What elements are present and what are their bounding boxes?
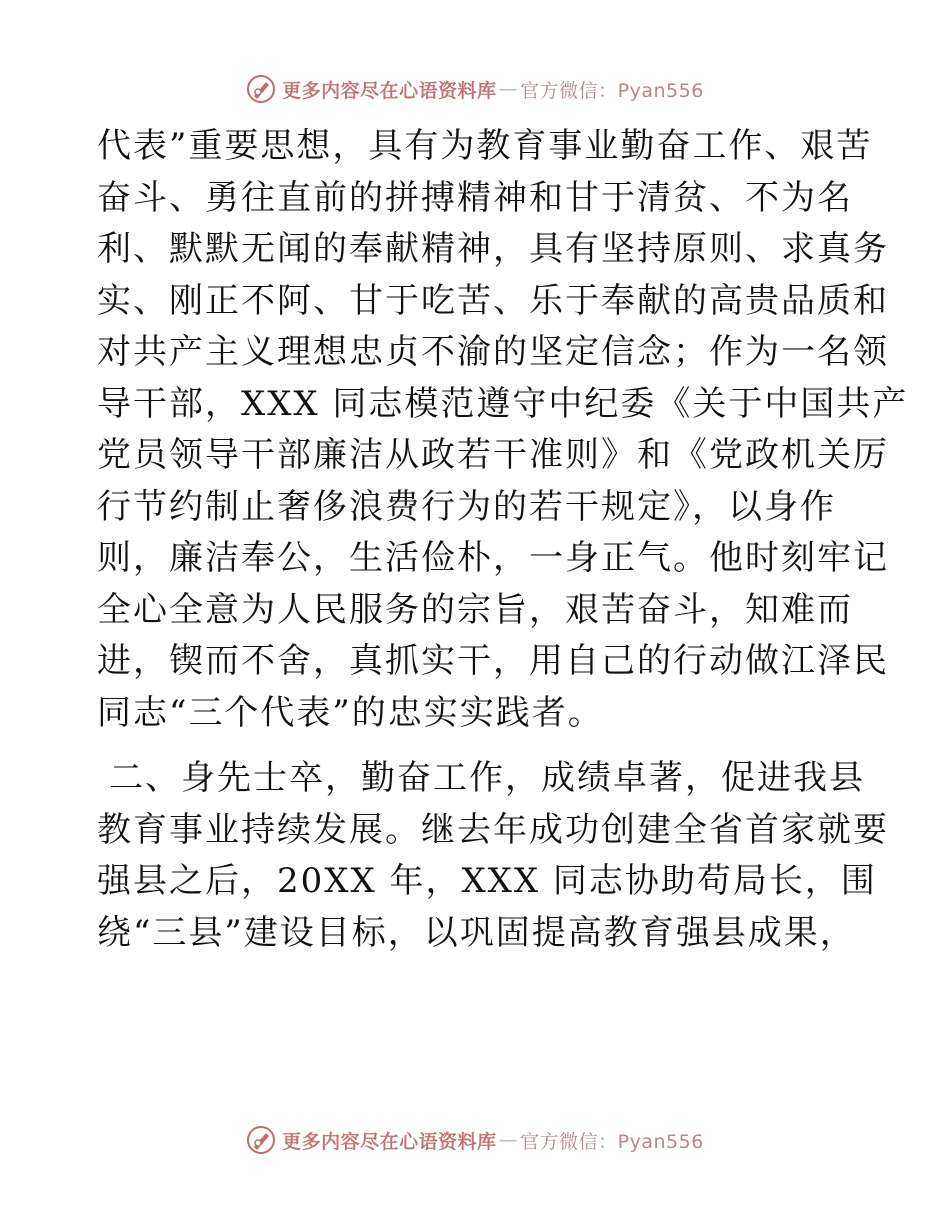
text-line: 二、身先士卒，勤奋工作，成绩卓著，促进我县 [109, 758, 865, 798]
text-line: 强县之后，20XX 年，XXX 同志协助苟局长，围 [97, 861, 877, 901]
text-line: 党员领导干部廉洁从政若干准则》和《党政机关厉 [97, 435, 889, 475]
watermark-main-text: 更多内容尽在心语资料库 [282, 79, 497, 102]
paragraph [97, 753, 889, 959]
text-line: 实、刚正不阿、甘于吃苦、乐于奉献的高贵品质和 [97, 280, 889, 321]
text-line: 导干部，XXX 同志模范遵守中纪委《关于中国共产 [97, 383, 909, 424]
watermark-separator: — [498, 78, 519, 100]
watermark-sub-text: 官方微信：Pyan556 [520, 79, 704, 102]
text-line: 同志“三个代表”的忠实实践者。 [97, 692, 604, 733]
paragraph-gap [97, 739, 857, 753]
watermark-main-text: 更多内容尽在心语资料库 [282, 1130, 497, 1153]
text-line: 绕“三县”建设目标，以巩固提高教育强县成果， [97, 912, 856, 953]
text-line: 教育事业持续发展。继去年成功创建全省首家就要 [97, 809, 889, 850]
pen-logo-icon [246, 74, 276, 104]
pen-logo-icon [246, 1125, 276, 1155]
watermark-sub-text: 官方微信：Pyan556 [520, 1130, 704, 1153]
text-line: 行节约制止奢侈浪费行为的若干规定》，以身作 [97, 486, 836, 527]
text-line: 全心全意为人民服务的宗旨，艰苦奋斗，知难而 [97, 589, 853, 630]
document-body [97, 121, 909, 959]
text-line: 对共产主义理想忠贞不渝的坚定信念；作为一名领 [97, 332, 889, 372]
text-line: 奋斗、勇往直前的拼搏精神和甘于清贫、不为名 [97, 177, 853, 218]
text-line: 则，廉洁奉公，生活俭朴，一身正气。他时刻牢记 [97, 538, 889, 578]
text-line: 代表”重要思想，具有为教育事业勤奋工作、艰苦 [97, 126, 873, 166]
paragraph [97, 121, 909, 739]
text-line: 利、默默无闻的奉献精神，具有坚持原则、求真务 [97, 229, 889, 269]
watermark-footer [0, 1125, 950, 1155]
watermark-separator: — [498, 1129, 519, 1151]
watermark-header [0, 74, 950, 104]
text-line: 进，锲而不舍，真抓实干，用自己的行动做江泽民 [97, 641, 889, 681]
